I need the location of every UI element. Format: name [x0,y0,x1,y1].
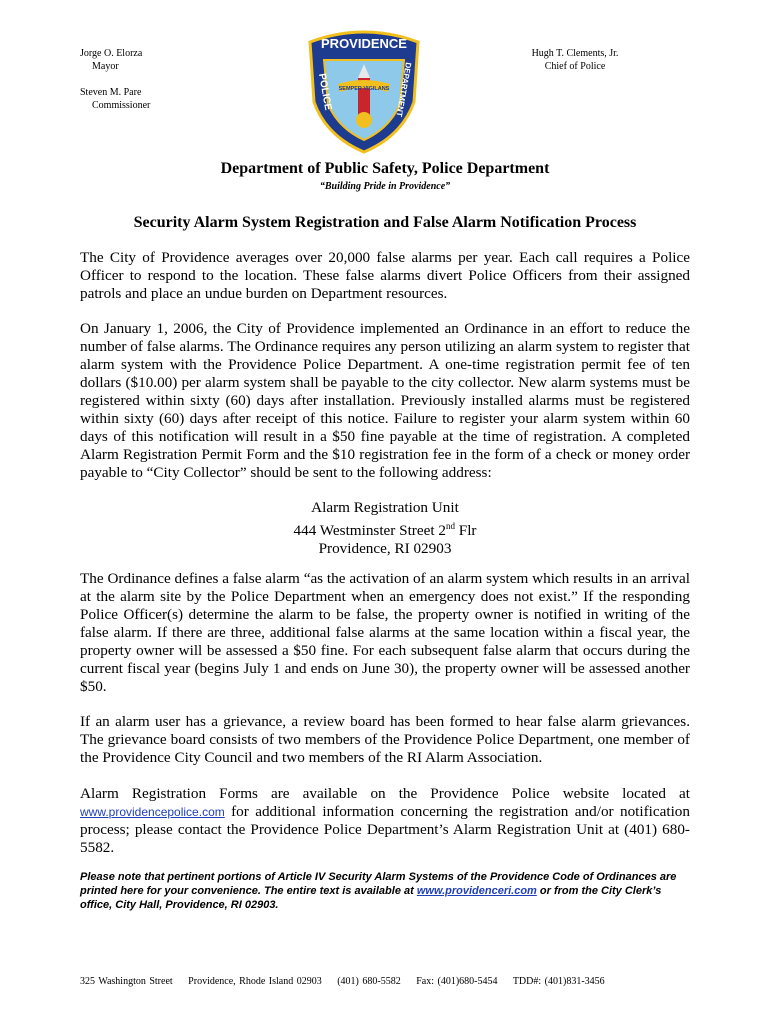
footer-contact [80,976,617,987]
badge-top-text: PROVIDENCE [321,36,407,51]
mayor-name: Jorge O. Elorza [80,48,143,59]
commissioner-name: Steven M. Pare [80,87,142,98]
address-line-unit: Alarm Registration Unit [311,499,459,516]
police-badge-logo [302,24,426,154]
left-officials [80,47,150,112]
paragraph-forms-line1: Alarm Registration Forms are available on the Providence Police website located at [80,785,690,802]
address-line-street [0,517,770,540]
department-motto: “Building Pride in Providence” [319,181,451,192]
note-text: Please note that pertinent portions of Article IV Security Alarm Systems of the Providence Code of Ordinances are printed here for your convenience. The entire text is available at [80,871,677,897]
badge-center-text: SEMPER VIGILANS [338,86,390,92]
providence-police-link[interactable]: www.providencepolice.com [80,805,225,819]
badge-left-text: POLICE [316,72,334,112]
commissioner-title: Commissioner [92,100,151,111]
address-street-text: 444 Westminster Street 2 [293,522,446,540]
paragraph-ordinance: On January 1, 2006, the City of Providence implemented an Ordinance in an effort to reduce the number of false alarms. The Ordinance requires any person utilizing an alarm system to register that alarm system with the Providence Police Department. A one-time registration permit fee of ten dollars ($10.00) per alarm system shall be payable to the city collector. New alarm systems must be registered within sixty (60) days after installation. Previously installed alarms must be registered within sixty (60) days after receipt of this notice. Failure to register your alarm system within 60 days of this notification will result in a $50 fine payable at the time of registration. A completed Alarm Registration Permit Form and the $10 registration fee in the form of a check or money order payable to “City Collector” should be sent to the following address: [80,320,690,481]
right-officials [500,47,650,73]
footer-tdd: TDD#: (401)831-3456 [512,976,605,987]
providence-ri-link[interactable]: www.providenceri.com [416,885,537,897]
chief-name: Hugh T. Clements, Jr. [531,48,619,59]
paragraph-false-alarm: The Ordinance defines a false alarm “as the activation of an alarm system which results in an arrival at the alarm site by the Police Department when an emergency does not exist.” If the responding Police Officer(s) determine the alarm to be false, the property owner is notified in writing of the false alarm. If there are three, additional false alarms at the same location within a fiscal year, the property owner will be assessed a $50 fine. For each subsequent false alarm that occurs during the current fiscal year (begins July 1 and ends on June 30), the property owner will be assessed another $50. [80,570,690,695]
footer-fax: Fax: (401)680-5454 [416,976,498,987]
footer-phone: (401) 680-5582 [337,976,401,987]
ordinance-note [80,870,680,912]
address-block [0,499,770,558]
department-name: Department of Public Safety, Police Department [220,160,550,177]
note-text-end: or from the City Clerk’s office, City Hall, Providence, RI 02903. [80,885,662,911]
address-line-city: Providence, RI 02903 [318,540,452,558]
paragraph-forms [80,785,690,857]
footer-city: Providence, Rhode Island 02903 [188,976,322,987]
badge-icon [302,24,426,154]
paragraph-forms-rest: for additional information concerning the registration and/or notification process; please contact the Providence Police Department’s Alarm Registration Unit at (401) 680-5582. [80,803,690,856]
footer-street: 325 Washington Street [80,976,173,987]
address-street-sup: nd [445,521,455,531]
paragraph-grievance: If an alarm user has a grievance, a review board has been formed to hear false alarm grievances. The grievance board consists of two members of the Providence Police Department, one member of the Providence City Council and two members of the RI Alarm Association. [80,713,690,766]
mayor-title: Mayor [92,61,119,72]
address-floor-text: Flr [454,522,477,540]
chief-title: Chief of Police [544,61,606,72]
badge-right-text: DEPARTMENT [394,61,413,118]
document-title: Security Alarm System Registration and False Alarm Notification Process [133,214,637,231]
paragraph-intro: The City of Providence averages over 20,000 false alarms per year. Each call requires a Police Officer to respond to the location. These false alarms divert Police Officers from their assigned patrols and place an undue burden on Department resources. [80,249,690,302]
